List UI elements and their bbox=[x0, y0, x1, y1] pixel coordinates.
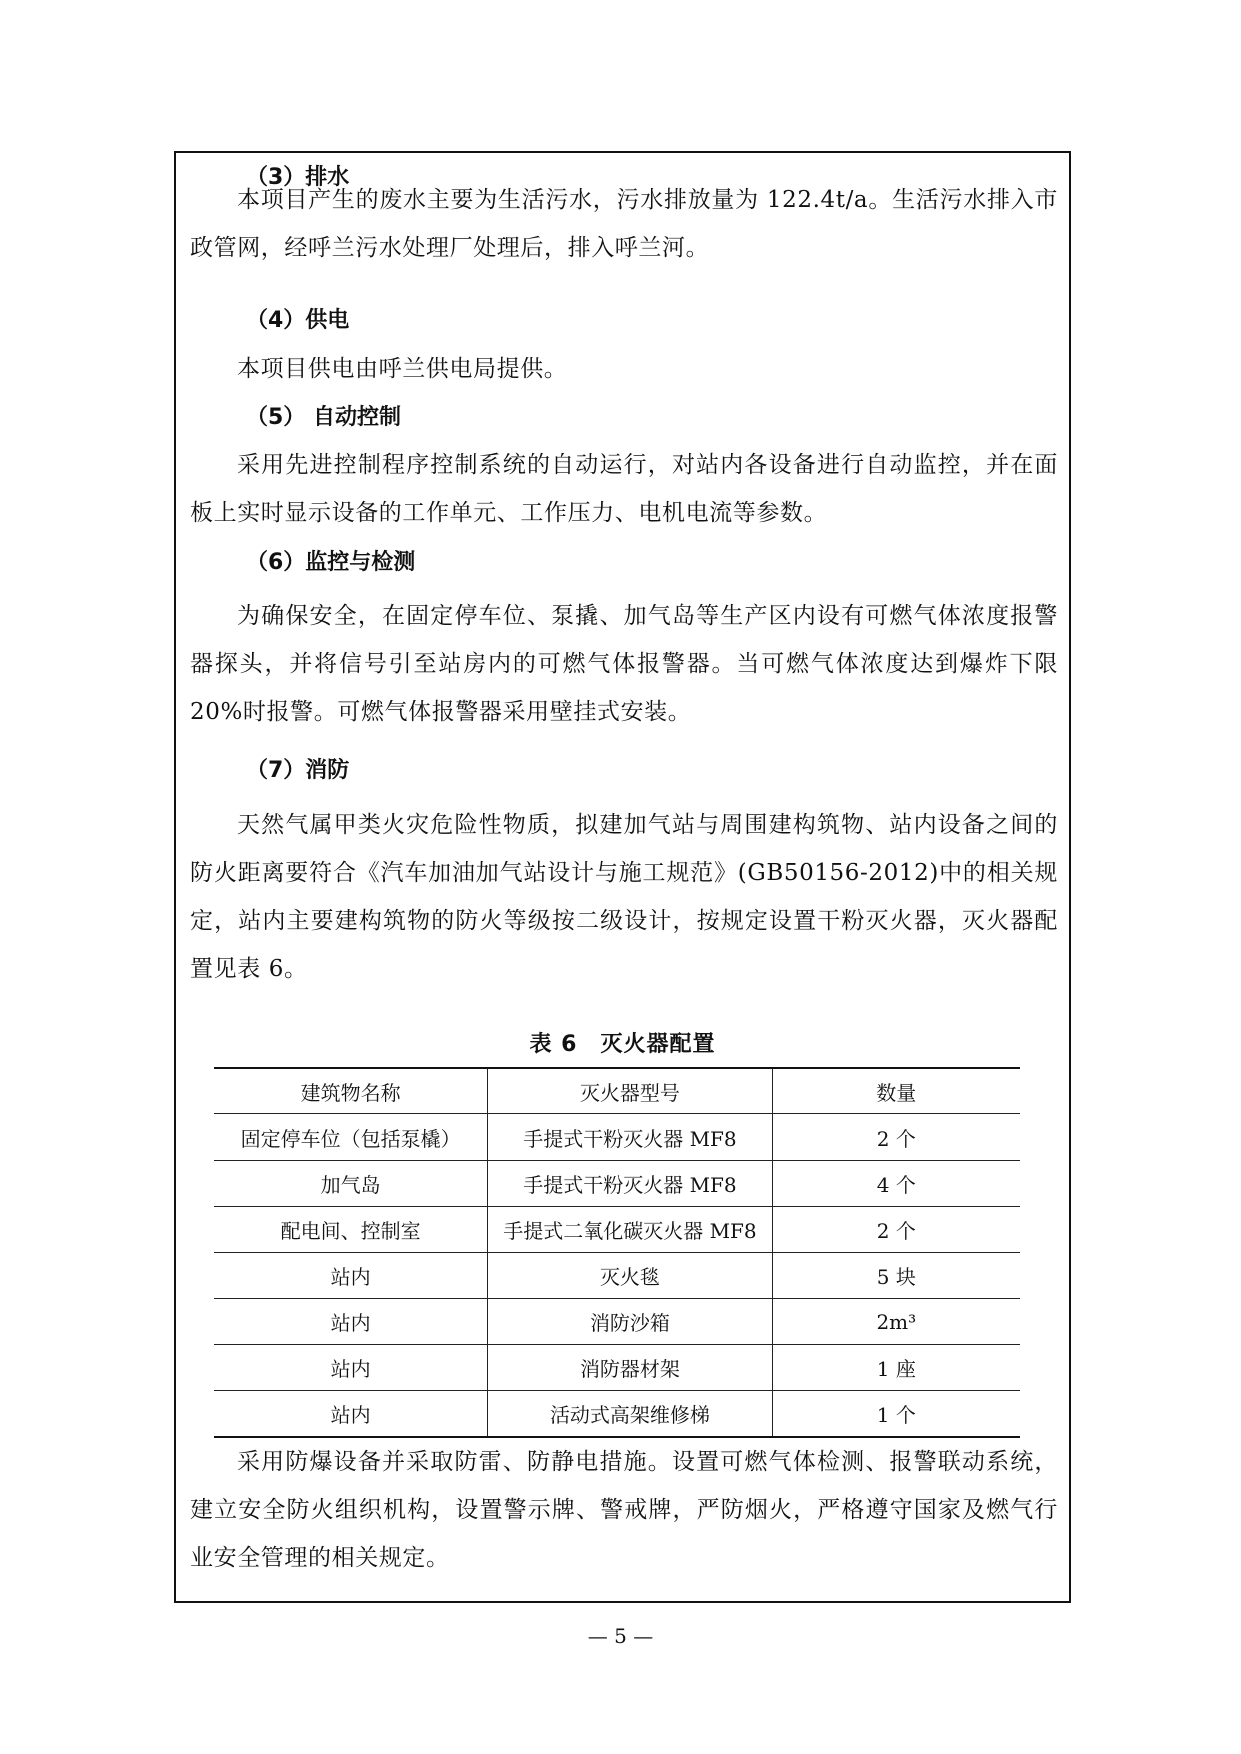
cell-building: 站内 bbox=[214, 1299, 488, 1345]
para-drainage: 本项目产生的废水主要为生活污水，污水排放量为 122.4t/a。生活污水排入市政管网，经呼兰污水处理厂处理后，排入呼兰河。 bbox=[190, 187, 1058, 261]
heading-power: （4）供电 bbox=[246, 308, 350, 333]
cell-quantity: 4 个 bbox=[772, 1161, 1020, 1207]
table-row bbox=[214, 1207, 1020, 1253]
table-row bbox=[214, 1114, 1020, 1161]
cell-quantity: 1 座 bbox=[772, 1345, 1020, 1391]
cell-quantity: 5 块 bbox=[772, 1253, 1020, 1299]
extinguisher-table bbox=[214, 1067, 1020, 1438]
heading-monitoring: （6）监控与检测 bbox=[246, 550, 416, 575]
table-row bbox=[214, 1161, 1020, 1207]
heading-auto-control: （5） 自动控制 bbox=[246, 405, 401, 430]
table-row bbox=[214, 1253, 1020, 1299]
cell-quantity: 1 个 bbox=[772, 1391, 1020, 1438]
cell-model: 手提式二氧化碳灭火器 MF8 bbox=[488, 1207, 772, 1253]
cell-model: 手提式干粉灭火器 MF8 bbox=[488, 1114, 772, 1161]
table-caption: 表 6 灭火器配置 bbox=[529, 1032, 716, 1057]
para-power: 本项目供电由呼兰供电局提供。 bbox=[237, 356, 568, 382]
cell-model: 手提式干粉灭火器 MF8 bbox=[488, 1161, 772, 1207]
para-auto-control: 采用先进控制程序控制系统的自动运行，对站内各设备进行自动监控，并在面板上实时显示设备的工作单元、工作压力、电机电流等参数。 bbox=[190, 452, 1058, 526]
para-monitoring: 为确保安全，在固定停车位、泵撬、加气岛等生产区内设有可燃气体浓度报警器探头，并将信号引至站房内的可燃气体报警器。当可燃气体浓度达到爆炸下限 20%时报警。可燃气体报警器采用壁挂式安装。 bbox=[190, 603, 1058, 725]
cell-building: 固定停车位（包括泵橇） bbox=[214, 1114, 488, 1161]
para-fire: 天然气属甲类火灾危险性物质，拟建加气站与周围建构筑物、站内设备之间的防火距离要符合《汽车加油加气站设计与施工规范》(GB50156-2012)中的相关规定，站内主要建构筑物的防火等级按二级设计，按规定设置干粉灭火器，灭火器配置见表 6。 bbox=[190, 812, 1058, 982]
cell-building: 配电间、控制室 bbox=[214, 1207, 488, 1253]
cell-model: 活动式高架维修梯 bbox=[488, 1391, 772, 1438]
table-row bbox=[214, 1299, 1020, 1345]
cell-building: 站内 bbox=[214, 1253, 488, 1299]
cell-building: 站内 bbox=[214, 1391, 488, 1438]
heading-fire: （7）消防 bbox=[246, 758, 350, 783]
header-model: 灭火器型号 bbox=[488, 1068, 772, 1114]
cell-model: 消防沙箱 bbox=[488, 1299, 772, 1345]
cell-quantity: 2m³ bbox=[772, 1299, 1020, 1345]
header-quantity: 数量 bbox=[772, 1068, 1020, 1114]
cell-quantity: 2 个 bbox=[772, 1114, 1020, 1161]
cell-model: 消防器材架 bbox=[488, 1345, 772, 1391]
cell-model: 灭火毯 bbox=[488, 1253, 772, 1299]
cell-building: 加气岛 bbox=[214, 1161, 488, 1207]
page-number: — 5 — bbox=[587, 1624, 654, 1648]
header-building: 建筑物名称 bbox=[214, 1068, 488, 1114]
table-header-row bbox=[214, 1068, 1020, 1114]
para-closing: 采用防爆设备并采取防雷、防静电措施。设置可燃气体检测、报警联动系统，建立安全防火组织机构，设置警示牌、警戒牌，严防烟火，严格遵守国家及燃气行业安全管理的相关规定。 bbox=[190, 1449, 1058, 1571]
cell-building: 站内 bbox=[214, 1345, 488, 1391]
table-row bbox=[214, 1391, 1020, 1438]
heading-drainage: （3）排水 bbox=[246, 165, 350, 190]
cell-quantity: 2 个 bbox=[772, 1207, 1020, 1253]
table-row bbox=[214, 1345, 1020, 1391]
